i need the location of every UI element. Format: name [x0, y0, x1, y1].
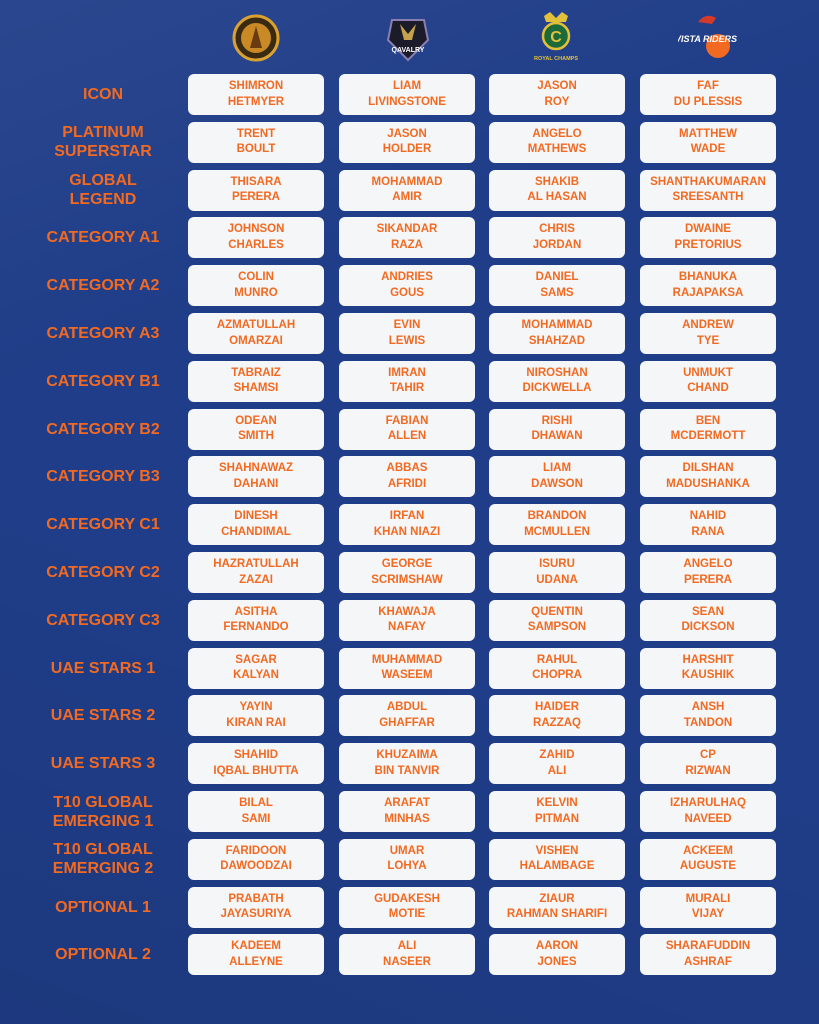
- player-first-name: ANGELO: [683, 558, 733, 570]
- player-last-name: ALLEN: [387, 430, 427, 443]
- player-first-name: ABBAS: [386, 462, 428, 475]
- category-row: [0, 122, 819, 163]
- category-row: [0, 887, 819, 928]
- category-label: CATEGORY A3: [46, 325, 160, 342]
- player-cell: [640, 122, 776, 163]
- player-cell: [188, 122, 324, 163]
- category-label: T10 GLOBAL EMERGING 2: [52, 841, 154, 878]
- player-cell: [489, 934, 625, 975]
- player-cell: [489, 839, 625, 880]
- player-last-name: MINHAS: [384, 812, 430, 825]
- player-last-name: RAHMAN SHARIFI: [506, 908, 608, 921]
- player-first-name: SHIMRON: [228, 80, 284, 92]
- player-first-name: VISHEN: [535, 844, 579, 857]
- player-first-name: MOHAMMAD: [371, 175, 443, 188]
- player-first-name: KHUZAIMA: [376, 749, 438, 762]
- player-first-name: JOHNSON: [227, 223, 285, 236]
- category-label: PLATINUM SUPERSTAR: [54, 124, 152, 161]
- player-last-name: SREESANTH: [672, 191, 744, 204]
- player-cell: [339, 552, 475, 593]
- player-first-name: FARIDOON: [225, 844, 287, 857]
- player-cell: [188, 170, 324, 211]
- player-first-name: BHANUKA: [678, 271, 738, 284]
- player-last-name: DAHANI: [233, 477, 279, 490]
- player-cell: [489, 887, 625, 928]
- player-last-name: MADUSHANKA: [666, 477, 750, 490]
- category-label: CATEGORY C3: [46, 611, 160, 629]
- player-first-name: DINESH: [234, 510, 278, 523]
- player-cell: [339, 648, 475, 689]
- player-first-name: SHAHID: [233, 749, 279, 762]
- category-label: CATEGORY A1: [46, 229, 160, 247]
- player-first-name: ANDREW: [682, 319, 734, 331]
- player-cell: [339, 170, 475, 211]
- player-first-name: UNMUKT: [683, 366, 733, 379]
- player-cell: [339, 934, 475, 975]
- player-last-name: LEWIS: [388, 334, 426, 347]
- category-label: UAE STARS 3: [50, 755, 156, 773]
- player-cell: [489, 361, 625, 402]
- player-last-name: MOTIE: [388, 908, 426, 921]
- player-first-name: AARON: [535, 940, 579, 953]
- player-first-name: EVIN: [393, 319, 421, 331]
- player-last-name: VIJAY: [691, 908, 725, 921]
- player-last-name: DHAWAN: [531, 430, 583, 443]
- player-first-name: ZIAUR: [539, 892, 575, 905]
- player-last-name: SAMI: [241, 812, 271, 825]
- player-last-name: SAMPSON: [527, 621, 587, 634]
- player-last-name: OMARZAI: [229, 334, 283, 347]
- player-last-name: RAZA: [391, 238, 423, 251]
- player-last-name: AL HASAN: [527, 191, 587, 204]
- player-first-name: RISHI: [541, 414, 573, 427]
- player-cell: [188, 74, 324, 115]
- player-last-name: WASEEM: [381, 669, 433, 682]
- category-row: [0, 217, 819, 258]
- player-cell: [188, 887, 324, 928]
- category-row: [0, 265, 819, 306]
- category-row: [0, 361, 819, 402]
- category-label: OPTIONAL 2: [55, 946, 151, 964]
- player-last-name: HETMYER: [227, 95, 285, 108]
- player-first-name: ODEAN: [235, 414, 277, 427]
- player-first-name: UMAR: [389, 844, 425, 857]
- player-first-name: BILAL: [239, 797, 273, 809]
- player-first-name: ANGELO: [532, 127, 582, 140]
- player-cell: [339, 839, 475, 880]
- category-label: UAE STARS 1: [50, 659, 156, 677]
- player-cell: [339, 122, 475, 163]
- player-cell: [339, 456, 475, 497]
- svg-text:ROYAL CHAMPS: ROYAL CHAMPS: [533, 56, 579, 62]
- player-cell: [188, 839, 324, 880]
- player-cell: [640, 743, 776, 784]
- player-last-name: CHOPRA: [532, 669, 582, 682]
- player-last-name: IQBAL BHUTTA: [213, 764, 299, 777]
- player-last-name: GOUS: [390, 286, 424, 299]
- player-first-name: BEN: [695, 414, 721, 427]
- player-last-name: KALYAN: [233, 669, 279, 682]
- player-last-name: GHAFFAR: [379, 716, 435, 729]
- player-first-name: IRFAN: [389, 510, 425, 523]
- player-last-name: KIRAN RAI: [226, 716, 286, 729]
- player-last-name: FERNANDO: [223, 621, 289, 634]
- category-label: CATEGORY B3: [46, 468, 160, 486]
- player-last-name: ALI: [547, 764, 567, 777]
- player-last-name: MCMULLEN: [524, 525, 590, 538]
- category-row: [0, 409, 819, 450]
- team-logos-header: [0, 10, 819, 66]
- player-last-name: JONES: [537, 955, 577, 968]
- player-last-name: JORDAN: [532, 238, 582, 251]
- player-last-name: ZAZAI: [239, 573, 273, 586]
- player-first-name: TABRAIZ: [231, 366, 281, 379]
- player-last-name: MATHEWS: [527, 143, 587, 156]
- player-cell: [640, 265, 776, 306]
- player-first-name: MATTHEW: [679, 127, 737, 140]
- player-first-name: ARAFAT: [384, 797, 430, 809]
- player-first-name: HARSHIT: [682, 653, 734, 666]
- player-first-name: QUENTIN: [531, 605, 583, 618]
- category-row: [0, 743, 819, 784]
- player-cell: [339, 504, 475, 545]
- player-cell: [339, 887, 475, 928]
- player-cell: [640, 313, 776, 354]
- player-cell: [489, 122, 625, 163]
- category-row: [0, 504, 819, 545]
- player-first-name: ZAHID: [539, 749, 575, 762]
- player-cell: [489, 695, 625, 736]
- player-first-name: HAIDER: [534, 701, 580, 714]
- player-first-name: JASON: [537, 80, 577, 92]
- player-last-name: KAUSHIK: [681, 669, 735, 682]
- player-last-name: NAVEED: [684, 812, 732, 825]
- player-last-name: HOLDER: [382, 143, 432, 156]
- player-last-name: RANA: [691, 525, 725, 538]
- player-first-name: ANDRIES: [381, 271, 433, 284]
- player-first-name: SAGAR: [235, 653, 277, 666]
- player-first-name: ACKEEM: [683, 844, 733, 857]
- player-last-name: UDANA: [536, 573, 578, 586]
- category-label: CATEGORY B1: [46, 372, 160, 390]
- category-row: [0, 695, 819, 736]
- player-cell: [640, 170, 776, 211]
- category-label: UAE STARS 2: [50, 707, 156, 725]
- player-last-name: SMITH: [238, 430, 274, 443]
- player-cell: [339, 791, 475, 832]
- player-first-name: PRABATH: [228, 892, 284, 905]
- player-cell: [339, 695, 475, 736]
- player-first-name: ANSH: [691, 701, 725, 714]
- player-first-name: TRENT: [236, 127, 276, 140]
- player-last-name: AFRIDI: [387, 477, 427, 490]
- player-first-name: NAHID: [689, 510, 727, 523]
- player-last-name: RAZZAQ: [533, 716, 581, 729]
- player-last-name: JAYASURIYA: [220, 908, 292, 921]
- player-first-name: SHAKIB: [534, 175, 580, 188]
- player-last-name: TAHIR: [389, 382, 425, 395]
- player-first-name: THISARA: [230, 175, 282, 188]
- category-row: [0, 934, 819, 975]
- player-cell: [489, 456, 625, 497]
- player-cell: [188, 504, 324, 545]
- player-last-name: SAMS: [540, 286, 574, 299]
- player-last-name: PERERA: [684, 573, 732, 586]
- player-cell: [339, 265, 475, 306]
- player-cell: [489, 74, 625, 115]
- player-cell: [339, 361, 475, 402]
- player-last-name: AUGUSTE: [679, 860, 737, 873]
- player-last-name: WADE: [690, 143, 726, 156]
- player-last-name: HALAMBAGE: [519, 860, 595, 873]
- player-cell: [188, 313, 324, 354]
- player-cell: [339, 743, 475, 784]
- player-last-name: NASEER: [383, 955, 431, 968]
- player-last-name: MUNRO: [234, 286, 278, 299]
- category-row: [0, 600, 819, 641]
- player-last-name: DICKSON: [681, 621, 735, 634]
- category-row: [0, 552, 819, 593]
- category-label: GLOBAL LEGEND: [69, 172, 137, 209]
- player-cell: [188, 648, 324, 689]
- player-cell: [489, 409, 625, 450]
- player-first-name: MUHAMMAD: [371, 653, 443, 666]
- player-first-name: ASITHA: [234, 605, 278, 618]
- player-first-name: RAHUL: [536, 653, 578, 666]
- player-first-name: ALI: [397, 940, 417, 953]
- category-label: CATEGORY A2: [46, 277, 160, 295]
- player-first-name: LIAM: [542, 462, 572, 475]
- player-last-name: PITMAN: [534, 812, 580, 825]
- player-cell: [489, 552, 625, 593]
- player-cell: [188, 600, 324, 641]
- category-row: [0, 648, 819, 689]
- player-cell: [640, 600, 776, 641]
- player-first-name: COLIN: [238, 271, 274, 284]
- player-cell: [489, 217, 625, 258]
- category-row: [0, 839, 819, 880]
- player-first-name: GUDAKESH: [374, 892, 440, 905]
- player-last-name: TYE: [696, 334, 720, 347]
- player-first-name: MURALI: [685, 892, 731, 905]
- player-first-name: ABDUL: [386, 701, 428, 714]
- player-last-name: DU PLESSIS: [673, 95, 743, 108]
- player-first-name: SHANTHAKUMARAN: [650, 175, 766, 188]
- player-first-name: SHAHNAWAZ: [218, 462, 294, 475]
- category-label: CATEGORY C1: [46, 516, 160, 534]
- player-last-name: SHAMSI: [233, 382, 279, 395]
- player-last-name: TANDON: [683, 716, 733, 729]
- player-cell: [640, 552, 776, 593]
- player-cell: [188, 934, 324, 975]
- player-cell: [339, 409, 475, 450]
- player-cell: [640, 504, 776, 545]
- player-cell: [188, 409, 324, 450]
- player-cell: [640, 791, 776, 832]
- player-last-name: DAWOODZAI: [220, 860, 292, 873]
- category-row: [0, 456, 819, 497]
- category-label: OPTIONAL 1: [55, 898, 151, 916]
- player-first-name: CHRIS: [539, 223, 575, 236]
- player-last-name: SHAHZAD: [528, 334, 586, 347]
- player-cell: [489, 743, 625, 784]
- player-last-name: MCDERMOTT: [670, 430, 746, 443]
- player-last-name: CHARLES: [228, 238, 284, 251]
- player-first-name: HAZRATULLAH: [213, 558, 299, 570]
- category-label: ICON: [83, 86, 123, 103]
- player-cell: [640, 839, 776, 880]
- player-cell: [188, 743, 324, 784]
- player-first-name: KHAWAJA: [378, 605, 436, 618]
- category-row: [0, 791, 819, 832]
- player-first-name: IMRAN: [388, 366, 426, 379]
- player-cell: [188, 361, 324, 402]
- player-first-name: LIAM: [392, 80, 422, 92]
- player-first-name: DANIEL: [535, 271, 579, 284]
- player-cell: [489, 600, 625, 641]
- player-cell: [489, 265, 625, 306]
- player-cell: [188, 456, 324, 497]
- player-last-name: ALLEYNE: [229, 955, 283, 968]
- player-first-name: KADEEM: [231, 940, 281, 953]
- player-cell: [188, 791, 324, 832]
- player-first-name: FAF: [697, 80, 719, 92]
- player-first-name: DILSHAN: [682, 462, 734, 475]
- player-cell: [489, 648, 625, 689]
- category-label: CATEGORY B2: [46, 420, 160, 438]
- player-first-name: AZMATULLAH: [216, 319, 296, 331]
- player-last-name: SCRIMSHAW: [371, 573, 443, 586]
- royal-champs-logo-icon: [526, 10, 586, 66]
- player-last-name: RIZWAN: [685, 764, 731, 777]
- player-first-name: CP: [700, 749, 716, 762]
- player-last-name: PERERA: [232, 191, 280, 204]
- player-first-name: NIROSHAN: [526, 366, 588, 379]
- warriors-logo-icon: [226, 10, 286, 66]
- category-row: [0, 170, 819, 211]
- player-last-name: NAFAY: [388, 621, 426, 634]
- vista-riders-logo-icon: [678, 10, 738, 66]
- category-row: [0, 313, 819, 354]
- player-first-name: GEORGE: [381, 558, 433, 570]
- player-first-name: MOHAMMAD: [521, 319, 593, 331]
- player-cell: [640, 695, 776, 736]
- player-last-name: DICKWELLA: [522, 382, 592, 395]
- category-row: [0, 74, 819, 115]
- player-cell: [640, 648, 776, 689]
- player-cell: [489, 791, 625, 832]
- player-last-name: PRETORIUS: [674, 238, 742, 251]
- player-first-name: YAYIN: [239, 701, 273, 714]
- player-cell: [188, 552, 324, 593]
- player-first-name: DWAINE: [685, 223, 731, 236]
- player-last-name: KHAN NIAZI: [373, 525, 441, 538]
- player-last-name: CHANDIMAL: [221, 525, 291, 538]
- player-cell: [339, 313, 475, 354]
- category-label: T10 GLOBAL EMERGING 1: [52, 793, 154, 830]
- player-first-name: SIKANDAR: [376, 223, 438, 236]
- player-last-name: CHAND: [687, 382, 729, 395]
- svg-text:C: C: [550, 29, 562, 46]
- player-cell: [339, 74, 475, 115]
- player-first-name: FABIAN: [385, 414, 429, 427]
- player-first-name: IZHARULHAQ: [669, 797, 747, 809]
- player-last-name: AMIR: [392, 191, 422, 204]
- player-cell: [640, 934, 776, 975]
- player-first-name: SEAN: [692, 605, 724, 618]
- player-cell: [339, 217, 475, 258]
- player-cell: [640, 361, 776, 402]
- player-cell: [640, 409, 776, 450]
- player-cell: [339, 600, 475, 641]
- player-last-name: LIVINGSTONE: [368, 95, 446, 108]
- player-cell: [489, 313, 625, 354]
- player-last-name: ROY: [544, 95, 570, 108]
- player-last-name: RAJAPAKSA: [672, 286, 744, 299]
- qavalry-logo-icon: [378, 10, 438, 66]
- player-cell: [489, 504, 625, 545]
- player-cell: [489, 170, 625, 211]
- player-last-name: BOULT: [236, 143, 276, 156]
- player-first-name: ISURU: [539, 558, 575, 570]
- player-last-name: DAWSON: [531, 477, 583, 490]
- player-last-name: ASHRAF: [684, 955, 732, 968]
- player-last-name: LOHYA: [387, 860, 427, 873]
- player-last-name: BIN TANVIR: [374, 764, 440, 777]
- player-cell: [640, 887, 776, 928]
- category-label: CATEGORY C2: [46, 564, 160, 581]
- player-cell: [188, 265, 324, 306]
- player-first-name: SHARAFUDDIN: [665, 940, 751, 953]
- svg-text:VISTA RIDERS: VISTA RIDERS: [678, 34, 738, 44]
- player-cell: [188, 217, 324, 258]
- player-cell: [640, 74, 776, 115]
- player-cell: [188, 695, 324, 736]
- svg-text:QAVALRY: QAVALRY: [391, 47, 425, 54]
- player-first-name: KELVIN: [536, 797, 578, 809]
- player-first-name: BRANDON: [527, 510, 587, 523]
- player-cell: [640, 217, 776, 258]
- player-first-name: JASON: [387, 127, 427, 140]
- player-cell: [640, 456, 776, 497]
